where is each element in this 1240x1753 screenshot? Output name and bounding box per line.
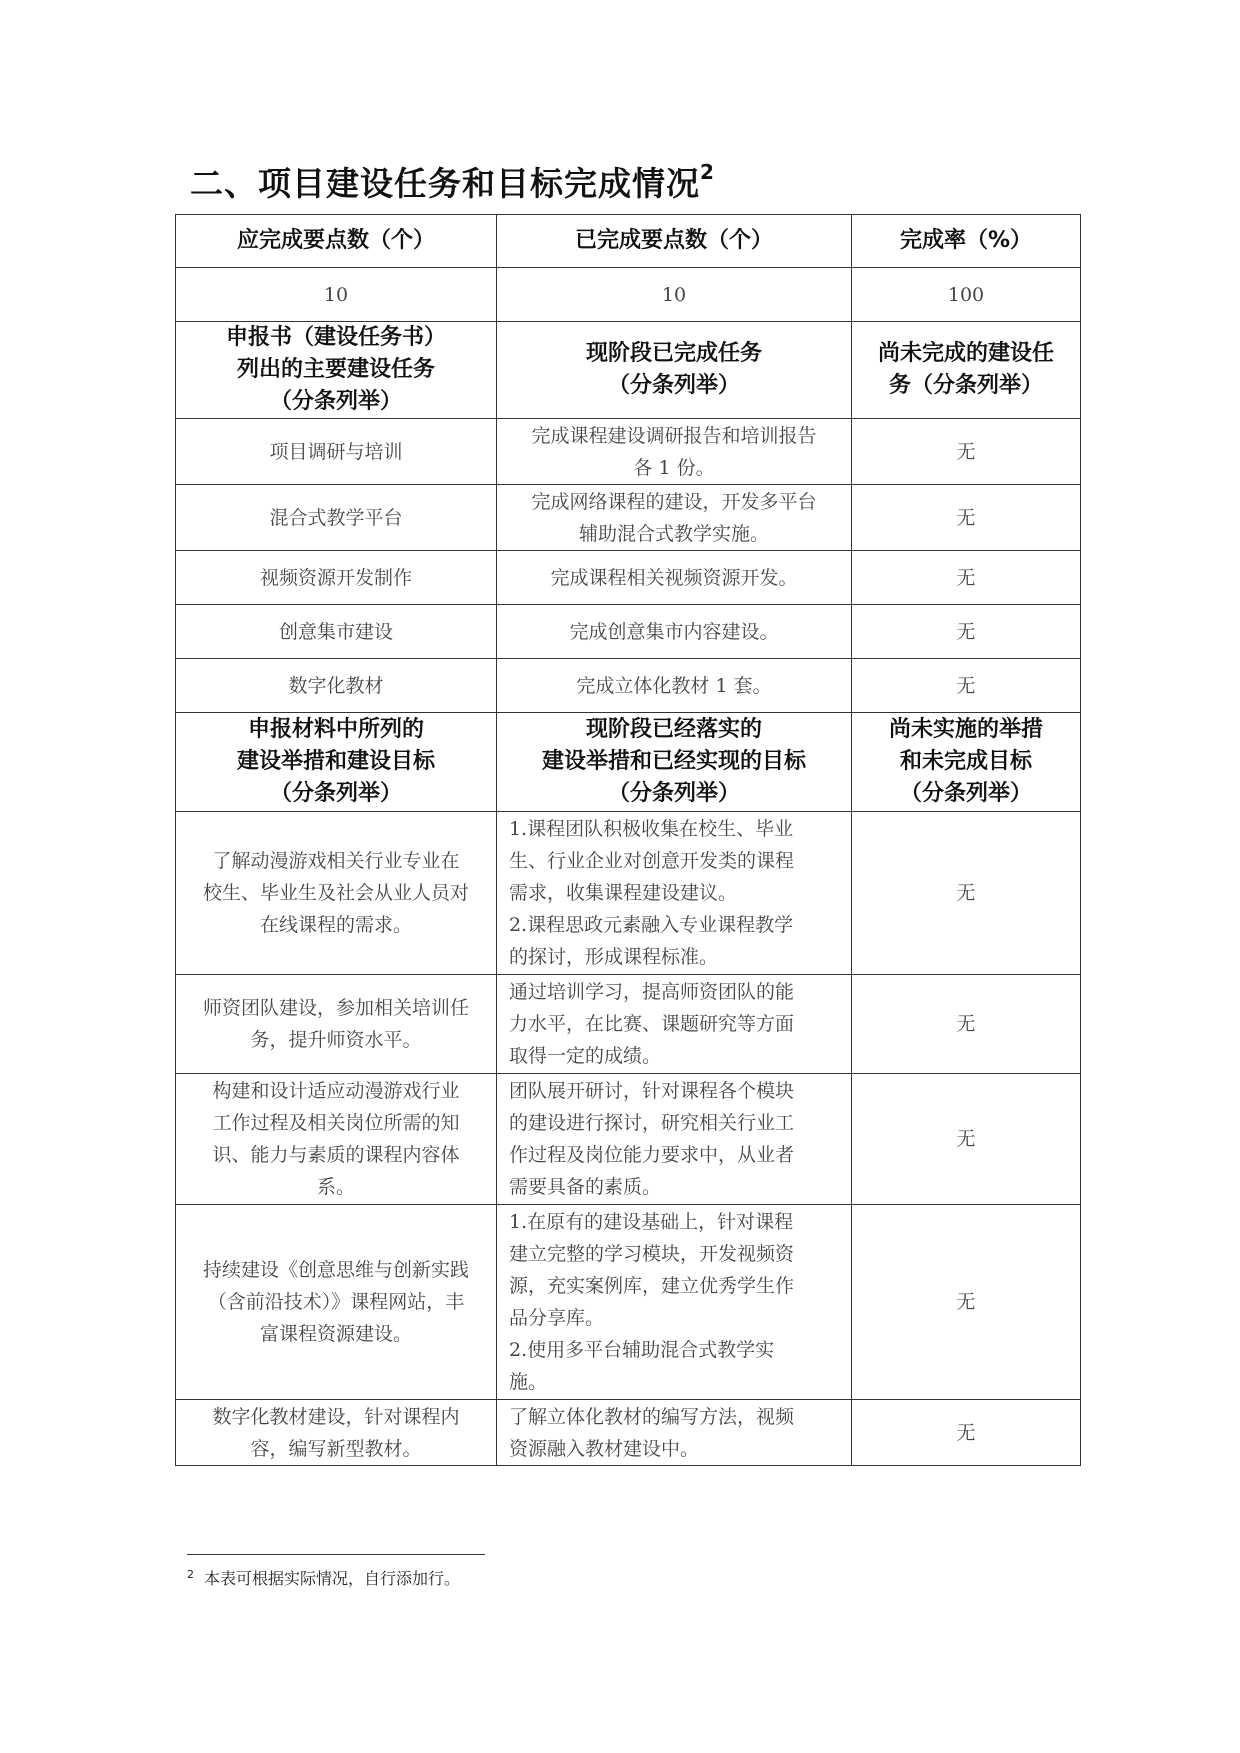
task-done-cell: 完成网络课程的建设，开发多平台 辅助混合式教学实施。 bbox=[497, 485, 852, 551]
header-pending-measures: 尚未实施的举措 和未完成目标 （分条列举） bbox=[852, 713, 1081, 812]
footnote-number: 2 bbox=[187, 1567, 194, 1581]
measure-done-cell: 团队展开研讨，针对课程各个模块 的建设进行探讨，研究相关行业工 作过程及岗位能力要求中，从业者 需要具备的素质。 bbox=[497, 1074, 852, 1205]
page-title-text: 二、项目建设任务和目标完成情况 bbox=[190, 164, 700, 203]
header-completed-points: 已完成要点数（个） bbox=[497, 215, 852, 268]
task-pending-cell: 无 bbox=[852, 485, 1081, 551]
measure-cell: 了解动漫游戏相关行业专业在 校生、毕业生及社会从业人员对 在线课程的需求。 bbox=[176, 812, 497, 975]
table-row bbox=[176, 419, 1081, 485]
header-main-tasks: 申报书（建设任务书） 列出的主要建设任务 （分条列举） bbox=[176, 322, 497, 419]
measure-cell: 持续建设《创意思维与创新实践 （含前沿技术）》课程网站，丰 富课程资源建设。 bbox=[176, 1205, 497, 1400]
task-done-cell: 完成创意集市内容建设。 bbox=[497, 605, 852, 659]
summary-header-row bbox=[176, 215, 1081, 268]
task-cell: 视频资源开发制作 bbox=[176, 551, 497, 605]
task-pending-cell: 无 bbox=[852, 551, 1081, 605]
footnote-text: 本表可根据实际情况，自行添加行。 bbox=[204, 1569, 461, 1588]
summary-value-row bbox=[176, 268, 1081, 322]
completed-points-value: 10 bbox=[497, 268, 852, 322]
measure-pending-cell: 无 bbox=[852, 1074, 1081, 1205]
measure-done-cell: 1.在原有的建设基础上，针对课程 建立完整的学习模块，开发视频资 源，充实案例库，建立优秀学生作 品分享库。 2.使用多平台辅助混合式教学实 施。 bbox=[497, 1205, 852, 1400]
table-row bbox=[176, 1074, 1081, 1205]
task-cell: 数字化教材 bbox=[176, 659, 497, 713]
measure-cell: 数字化教材建设，针对课程内 容，编写新型教材。 bbox=[176, 1400, 497, 1466]
measure-pending-cell: 无 bbox=[852, 1400, 1081, 1466]
header-required-points: 应完成要点数（个） bbox=[176, 215, 497, 268]
task-pending-cell: 无 bbox=[852, 659, 1081, 713]
measure-cell: 师资团队建设，参加相关培训任 务，提升师资水平。 bbox=[176, 975, 497, 1074]
footnote bbox=[187, 1566, 460, 1589]
task-done-cell: 完成课程建设调研报告和培训报告 各 1 份。 bbox=[497, 419, 852, 485]
header-completed-tasks: 现阶段已完成任务 （分条列举） bbox=[497, 322, 852, 419]
table-row bbox=[176, 1400, 1081, 1466]
header-completion-rate: 完成率（%） bbox=[852, 215, 1081, 268]
measure-pending-cell: 无 bbox=[852, 812, 1081, 975]
measure-done-cell: 1.课程团队积极收集在校生、毕业 生、行业企业对创意开发类的课程 需求，收集课程建设建议。 2.课程思政元素融入专业课程教学 的探讨，形成课程标准。 bbox=[497, 812, 852, 975]
header-planned-measures: 申报材料中所列的 建设举措和建设目标 （分条列举） bbox=[176, 713, 497, 812]
task-done-cell: 完成课程相关视频资源开发。 bbox=[497, 551, 852, 605]
footnote-ref: 2 bbox=[700, 160, 715, 184]
page-title bbox=[190, 158, 715, 205]
task-cell: 创意集市建设 bbox=[176, 605, 497, 659]
required-points-value: 10 bbox=[176, 268, 497, 322]
footnote-divider bbox=[187, 1554, 485, 1555]
measure-pending-cell: 无 bbox=[852, 975, 1081, 1074]
task-cell: 项目调研与培训 bbox=[176, 419, 497, 485]
measures-header-row bbox=[176, 713, 1081, 812]
task-cell: 混合式教学平台 bbox=[176, 485, 497, 551]
table-row bbox=[176, 659, 1081, 713]
tasks-header-row bbox=[176, 322, 1081, 419]
header-implemented-measures: 现阶段已经落实的 建设举措和已经实现的目标 （分条列举） bbox=[497, 713, 852, 812]
table-row bbox=[176, 605, 1081, 659]
table-row bbox=[176, 485, 1081, 551]
header-pending-tasks: 尚未完成的建设任 务（分条列举） bbox=[852, 322, 1081, 419]
task-pending-cell: 无 bbox=[852, 419, 1081, 485]
table-row bbox=[176, 812, 1081, 975]
measure-done-cell: 了解立体化教材的编写方法，视频 资源融入教材建设中。 bbox=[497, 1400, 852, 1466]
table-row bbox=[176, 551, 1081, 605]
task-done-cell: 完成立体化教材 1 套。 bbox=[497, 659, 852, 713]
measure-done-cell: 通过培训学习，提高师资团队的能 力水平，在比赛、课题研究等方面 取得一定的成绩。 bbox=[497, 975, 852, 1074]
table-row bbox=[176, 1205, 1081, 1400]
measure-pending-cell: 无 bbox=[852, 1205, 1081, 1400]
measure-cell: 构建和设计适应动漫游戏行业 工作过程及相关岗位所需的知 识、能力与素质的课程内容体 系。 bbox=[176, 1074, 497, 1205]
completion-rate-value: 100 bbox=[852, 268, 1081, 322]
task-pending-cell: 无 bbox=[852, 605, 1081, 659]
completion-table bbox=[175, 214, 1081, 1466]
table-row bbox=[176, 975, 1081, 1074]
